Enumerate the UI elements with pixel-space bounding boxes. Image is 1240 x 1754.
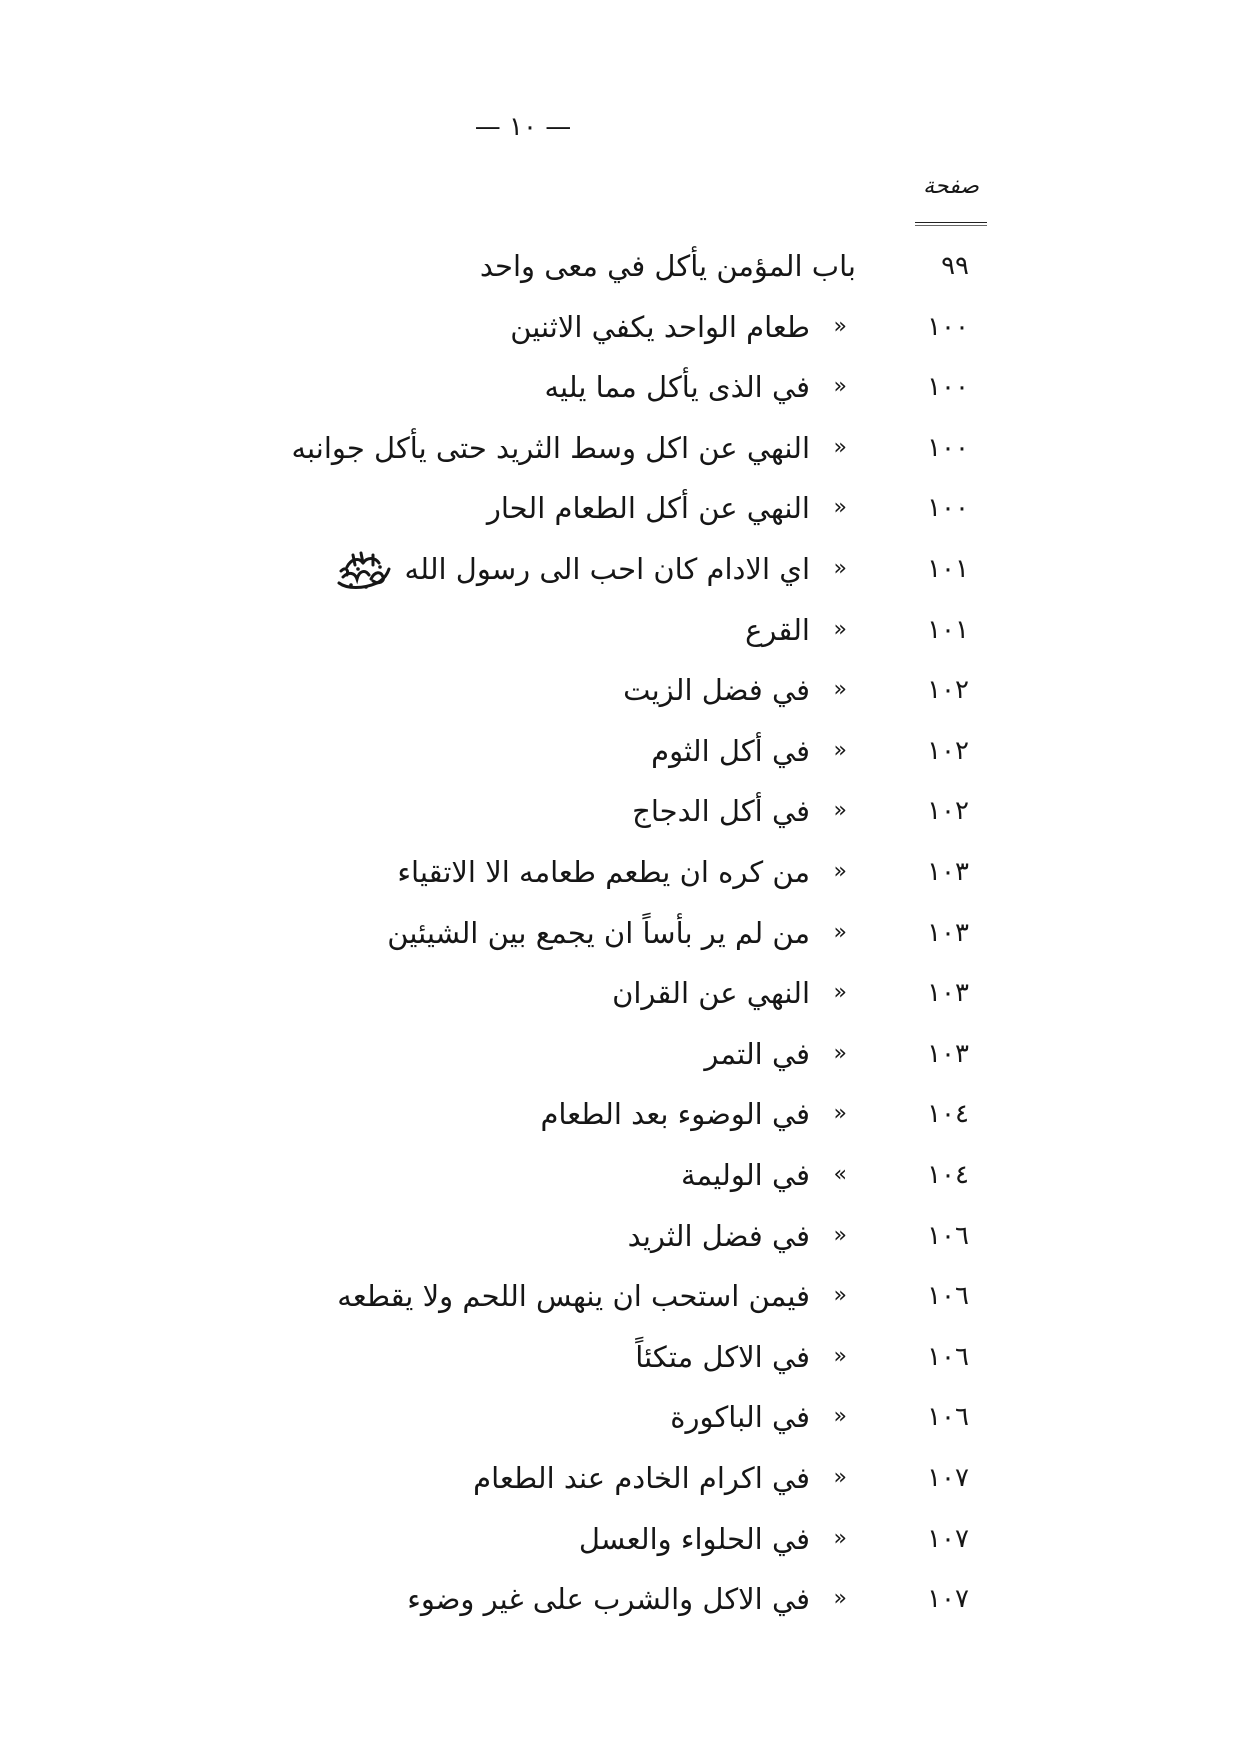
entry-title-line <box>651 721 810 781</box>
ditto-mark: « <box>833 1162 847 1187</box>
entry-title-line <box>337 1266 810 1326</box>
ditto-mark: » <box>833 374 847 400</box>
entry-title: في الاكل متكئاً <box>635 1339 810 1374</box>
entry-title-line <box>628 1206 810 1266</box>
entry-page-number: ١٠٦ <box>927 1402 969 1433</box>
entry-title-line <box>670 1387 810 1447</box>
toc-row <box>0 236 1240 296</box>
ditto-mark: » <box>833 1040 847 1066</box>
entry-page-number: ١٠٦ <box>927 1341 969 1372</box>
entry-title-line <box>681 1145 810 1205</box>
entry-title-line <box>397 842 810 902</box>
entry-title: النهي عن أكل الطعام الحار <box>486 491 810 526</box>
ditto-mark: » <box>833 677 847 703</box>
toc-row <box>0 600 1240 660</box>
entry-title-line <box>612 963 810 1023</box>
ditto-mark: » <box>833 1525 847 1551</box>
entry-title: القرع <box>745 612 810 647</box>
ditto-mark: » <box>833 859 847 884</box>
entry-title: في أكل الدجاج <box>632 794 810 829</box>
entry-page-number: ١٠٤ <box>927 1099 969 1130</box>
toc-row <box>0 842 1240 902</box>
toc-row <box>0 1509 1240 1569</box>
entry-page-number: ١٠٢ <box>927 796 969 827</box>
ditto-mark: » <box>833 495 847 521</box>
entry-page-number: ١٠٠ <box>927 311 969 342</box>
toc-row <box>0 781 1240 841</box>
entry-title: في الذى يأكل مما يليه <box>544 370 810 405</box>
ditto-mark: » <box>833 1222 847 1248</box>
ditto-mark: » <box>833 1101 847 1127</box>
entry-title-line <box>540 1084 810 1144</box>
ditto-mark: » <box>833 798 847 824</box>
entry-page-number: ١٠٦ <box>927 1220 969 1251</box>
entry-title: في أكل الثوم <box>651 733 810 768</box>
toc-row <box>0 1569 1240 1629</box>
toc-row <box>0 478 1240 538</box>
entry-title: في الحلواء والعسل <box>578 1521 810 1556</box>
entry-title: في اكرام الخادم عند الطعام <box>473 1461 810 1495</box>
entry-page-number: ١٠٢ <box>927 735 969 766</box>
entry-page-number: ١٠٧ <box>927 1523 969 1554</box>
toc-row <box>0 1448 1240 1508</box>
entry-title: في الوضوء بعد الطعام <box>540 1097 810 1132</box>
entry-page-number: ١٠٢ <box>927 675 969 706</box>
entry-title-line <box>745 600 810 660</box>
entry-title-line <box>635 1327 810 1387</box>
entry-title: النهي عن القران <box>612 976 810 1011</box>
entry-page-number: ١٠٦ <box>927 1281 969 1312</box>
entry-title: في التمر <box>704 1036 810 1071</box>
entry-page-number: ١٠٧ <box>927 1463 969 1493</box>
entry-title: في الاكل والشرب على غير وضوء <box>407 1582 810 1617</box>
entry-title-line <box>544 357 810 417</box>
page-column-label: صفحة <box>923 174 979 199</box>
toc-row <box>0 1145 1240 1205</box>
entry-title-line <box>579 1509 810 1569</box>
toc-row <box>0 539 1240 599</box>
entry-title-line <box>623 660 810 720</box>
toc-row <box>0 418 1240 478</box>
entry-title-line <box>480 236 856 296</box>
honorific-calligraphy <box>333 549 395 593</box>
toc-row <box>0 297 1240 357</box>
ditto-mark: » <box>833 980 847 1006</box>
entry-title: باب المؤمن يأكل في معى واحد <box>479 249 856 283</box>
entry-page-number: ١٠٣ <box>927 978 969 1009</box>
entry-title-line <box>473 1448 810 1508</box>
toc-row <box>0 1387 1240 1447</box>
entry-page-number: ١٠٤ <box>927 1160 969 1190</box>
entry-title: من لم ير بأساً ان يجمع بين الشيئين <box>387 915 810 950</box>
entry-title: النهي عن اكل وسط الثريد حتى يأكل جوانبه <box>291 430 810 465</box>
toc-row <box>0 1024 1240 1084</box>
toc-row <box>0 660 1240 720</box>
entry-page-number: ١٠١ <box>927 614 969 645</box>
entry-page-number: ١٠٠ <box>927 372 969 403</box>
ditto-mark: » <box>833 1465 847 1490</box>
ditto-mark: » <box>833 556 847 581</box>
entry-title: في فضل الزيت <box>623 673 810 708</box>
toc-row <box>0 357 1240 417</box>
toc-row <box>0 721 1240 781</box>
ditto-mark: » <box>833 1343 847 1369</box>
toc-row <box>0 903 1240 963</box>
entry-title-line <box>407 1569 810 1629</box>
ditto-mark: » <box>833 919 847 945</box>
entry-page-number: ٩٩ <box>941 251 969 281</box>
entry-page-number: ١٠٠ <box>927 432 969 463</box>
entry-title-line <box>510 297 810 357</box>
toc-row <box>0 1206 1240 1266</box>
entry-title-line <box>632 781 810 841</box>
entry-title-line <box>387 903 810 963</box>
entry-page-number: ١٠١ <box>927 554 969 584</box>
entry-title: اي الادام كان احب الى رسول الله <box>404 552 810 586</box>
entry-title: في الوليمة <box>680 1158 810 1192</box>
ditto-mark: » <box>833 313 847 339</box>
page-number-header: — ١٠ — <box>474 112 572 142</box>
toc-row <box>0 1266 1240 1326</box>
entry-title-line <box>704 1024 810 1084</box>
toc-row <box>0 1084 1240 1144</box>
entry-title-line <box>291 418 810 478</box>
toc-row <box>0 1327 1240 1387</box>
ditto-mark: » <box>833 737 847 763</box>
entry-page-number: ١٠٣ <box>927 917 969 948</box>
ditto-mark: » <box>833 1283 847 1309</box>
ditto-mark: » <box>833 1404 847 1430</box>
entry-title-line <box>487 478 810 538</box>
entry-title: طعام الواحد يكفي الاثنين <box>510 309 810 344</box>
ditto-mark: » <box>833 616 847 642</box>
entry-page-number: ١٠٣ <box>927 857 969 887</box>
entry-page-number: ١٠٣ <box>927 1038 969 1069</box>
ditto-mark: » <box>833 434 847 460</box>
entry-title: من كره ان يطعم طعامه الا الاتقياء <box>397 855 810 889</box>
entry-title: فيمن استحب ان ينهس اللحم ولا يقطعه <box>337 1279 810 1314</box>
entry-page-number: ١٠٠ <box>927 493 969 524</box>
entry-title: في الباكورة <box>670 1400 810 1435</box>
entry-title: في فضل الثريد <box>627 1218 810 1253</box>
entry-title-line <box>333 539 810 599</box>
entry-page-number: ١٠٧ <box>927 1584 969 1615</box>
toc-row <box>0 963 1240 1023</box>
ditto-mark: » <box>833 1586 847 1612</box>
